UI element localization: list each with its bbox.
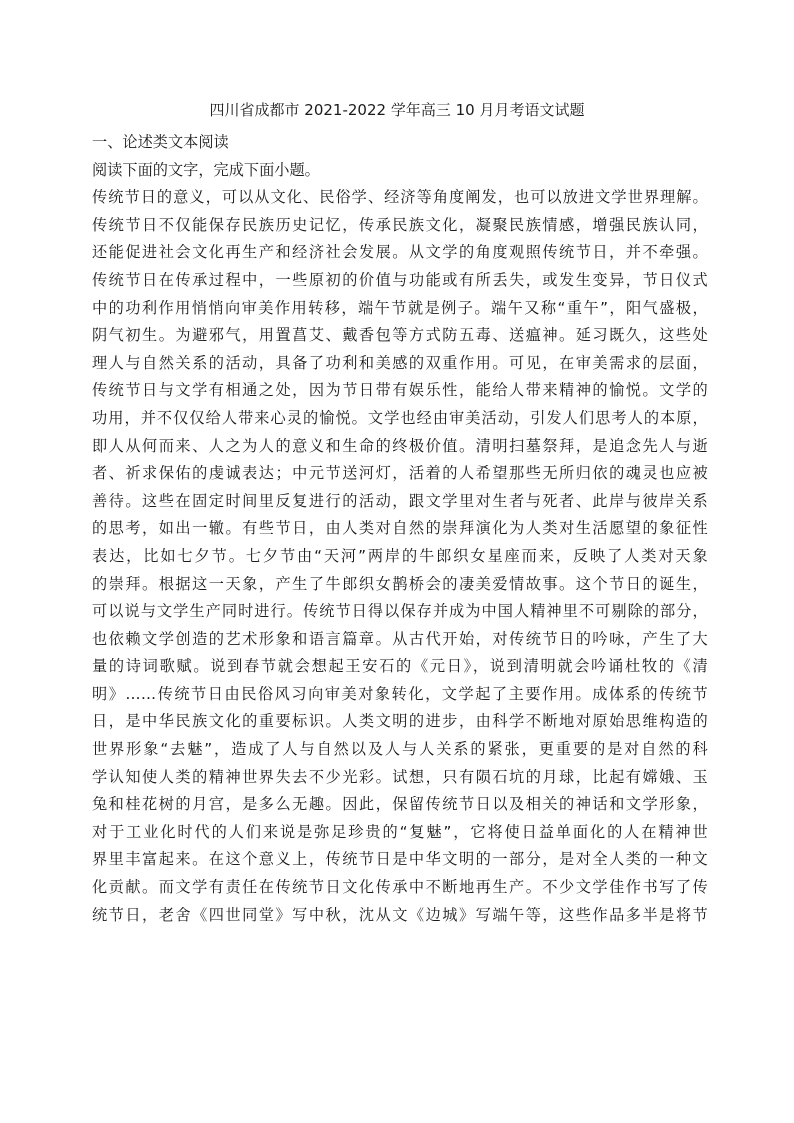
reading-instruction: 阅读下面的文字，完成下面小题。	[92, 160, 320, 179]
passage-line: 化贡献。而文学有责任在传统节日文化传承中不断地再生产。不少文学佳作书写了传	[92, 878, 708, 897]
passage-line: 中的功利作用悄悄向审美作用转移，端午节就是例子。端午又称“重午”，阳气盛极，	[92, 298, 708, 317]
passage-line: 表达，比如七夕节。七夕节由“天河”两岸的牛郎织女星座而来，反映了人类对天象	[92, 546, 708, 565]
passage	[92, 184, 708, 929]
passage-line: 善待。这些在固定时间里反复进行的活动，跟文学里对生者与死者、此岸与彼岸关系	[92, 491, 708, 510]
passage-line: 功用，并不仅仅给人带来心灵的愉悦。文学也经由审美活动，引发人们思考人的本原，	[92, 408, 708, 427]
passage-line: 阴气初生。为避邪气，用置菖艾、戴香包等方式防五毒、送瘟神。延习既久，这些处	[92, 326, 708, 345]
passage-line: 传统节日与文学有相通之处，因为节日带有娱乐性，能给人带来精神的愉悦。文学的	[92, 381, 708, 400]
passage-line: 世界形象“去魅”，造成了人与自然以及人与人关系的紧张，更重要的是对自然的科	[92, 740, 708, 759]
passage-line: 还能促进社会文化再生产和经济社会发展。从文学的角度观照传统节日，并不牵强。	[92, 243, 708, 262]
passage-line: 对于工业化时代的人们来说是弥足珍贵的“复魅”，它将使日益单面化的人在精神世	[92, 822, 708, 841]
passage-line: 传统节日不仅能保存民族历史记忆，传承民族文化，凝聚民族情感，增强民族认同，	[92, 215, 708, 234]
passage-line: 日，是中华民族文化的重要标识。人类文明的进步，由科学不断地对原始思维构造的	[92, 712, 708, 731]
passage-line: 统节日，老舍《四世同堂》写中秋，沈从文《边城》写端午等，这些作品多半是将节	[92, 905, 708, 924]
passage-line: 的崇拜。根据这一天象，产生了牛郎织女鹊桥会的凄美爱情故事。这个节日的诞生，	[92, 574, 708, 593]
passage-line: 界里丰富起来。在这个意义上，传统节日是中华文明的一部分，是对全人类的一种文	[92, 850, 708, 869]
passage-line: 量的诗词歌赋。说到春节就会想起王安石的《元日》，说到清明就会吟诵杜牧的《清	[92, 657, 708, 676]
passage-line: 明》……传统节日由民俗风习向审美对象转化，文学起了主要作用。成体系的传统节	[92, 684, 708, 703]
passage-line: 传统节日在传承过程中，一些原初的价值与功能或有所丢失，或发生变异，节日仪式	[92, 270, 708, 289]
passage-line: 也依赖文学创造的艺术形象和语言篇章。从古代开始，对传统节日的吟咏，产生了大	[92, 629, 708, 648]
passage-line: 理人与自然关系的活动，具备了功利和美感的双重作用。可见，在审美需求的层面，	[92, 353, 708, 372]
passage-line: 即人从何而来、人之为人的意义和生命的终极价值。清明扫墓祭拜，是追念先人与逝	[92, 436, 708, 455]
passage-line: 学认知使人类的精神世界失去不少光彩。试想，只有陨石坑的月球，比起有嫦娥、玉	[92, 767, 708, 786]
passage-line: 兔和桂花树的月宫，是多么无趣。因此，保留传统节日以及相关的神话和文学形象，	[92, 795, 708, 814]
document-body	[92, 129, 708, 929]
passage-line: 可以说与文学生产同时进行。传统节日得以保存并成为中国人精神里不可剔除的部分，	[92, 602, 708, 621]
passage-line: 传统节日的意义，可以从文化、民俗学、经济等角度阐发，也可以放进文学世界理解。	[92, 188, 708, 207]
passage-line: 的思考，如出一辙。有些节日，由人类对自然的崇拜演化为人类对生活愿望的象征性	[92, 519, 708, 538]
section-heading: 一、论述类文本阅读	[92, 133, 229, 151]
passage-line: 者、祈求保佑的虔诚表达；中元节送河灯，活着的人希望那些无所归依的魂灵也应被	[92, 464, 708, 483]
document-title: 四川省成都市 2021-2022 学年高三 10 月月考语文试题	[209, 101, 585, 119]
